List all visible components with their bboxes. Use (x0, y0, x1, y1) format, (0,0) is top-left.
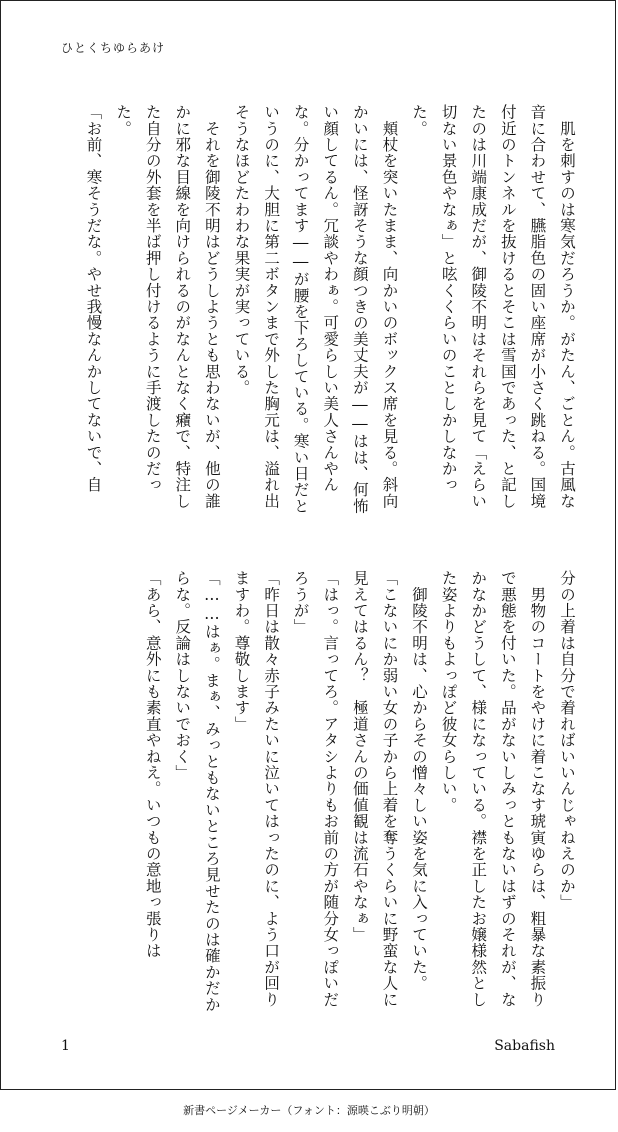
paragraph: 男物のコートをやけに着こなす琥寅ゆらは、粗暴な素振りで悪態を付いた。品がないしみっともないはずのそれが、なかなかどうして、様になっている。襟を正したお嬢様然とした姿よりもよっぽど彼女らしい。 (439, 570, 547, 1008)
paragraph: 「こないにか弱い女の子から上着を奪うくらいに野蛮な人に見えてはるん？ 極道さんの価値観は流石やなぁ」 (350, 570, 399, 1008)
paragraph: それを御陵不明はどうしようとも思わないが、他の誰かに邪な目線を向けられるのがなんとなく癪で、特注した自分の外套を半ば押し付けるように手渡したのだった。 (114, 104, 221, 509)
lower-text-block (46, 570, 581, 1020)
paragraph: 「昨日は散々赤子みたいに泣いてはったのに、よう口が回りますわ。尊敬します」 (232, 570, 281, 1008)
page-number: 1 (61, 1038, 70, 1054)
header-title: ひとくちゆらあけ (61, 41, 166, 55)
paragraph: 肌を刺すのは寒気だろうか。がたん、ごとん。古風な音に合わせて、臙脂色の固い座席が小さく跳ねる。国境付近のトンネルを抜けるとそこは雪国であった、と記したのは川端康成だが、御陵不明はそれらを見て「えらい切ない景色やなぁ」と呟くくらいのことしかしなかった。 (410, 104, 576, 509)
footer-credit: 新書ページメーカー（フォント：源暎こぶり明朝） (183, 1104, 435, 1117)
paragraph: 御陵不明は、心からその憎々しい姿を気に入っていた。 (410, 570, 429, 992)
paragraph: 「お前、寒そうだな。やせ我慢なんかしてないで、自 (84, 104, 103, 493)
paragraph: 「はっ。言ってろ。アタシよりもお前の方が随分女っぽいだろうが」 (291, 570, 340, 1008)
paragraph: 「……はぁ。まぁ、みっともないところ見せたのは確かだからな。反論はしないでおく」 (173, 570, 221, 1013)
paragraph: 分の上着は自分で着ればいいんじゃねえのか」 (558, 570, 576, 911)
paragraph: 頬杖を突いたまま、向かいのボックス席を見る。斜向かいには、怪訝そうな顔つきの美丈夫が――はは、何怖い顔してるん。冗談やわぁ。可愛らしい美人さんやんな。分かってます――が腰を下ろしている。寒い日だというのに、大胆に第二ボタンまで外した胸元は、溢れ出そうなほどたわわな果実が実っている。 (232, 104, 399, 514)
paragraph: 「あら、意外にも素直やねえ。いつもの意地っ張りは (143, 570, 162, 959)
author-name: Sabafish (494, 1038, 555, 1054)
upper-text-block (46, 104, 581, 524)
